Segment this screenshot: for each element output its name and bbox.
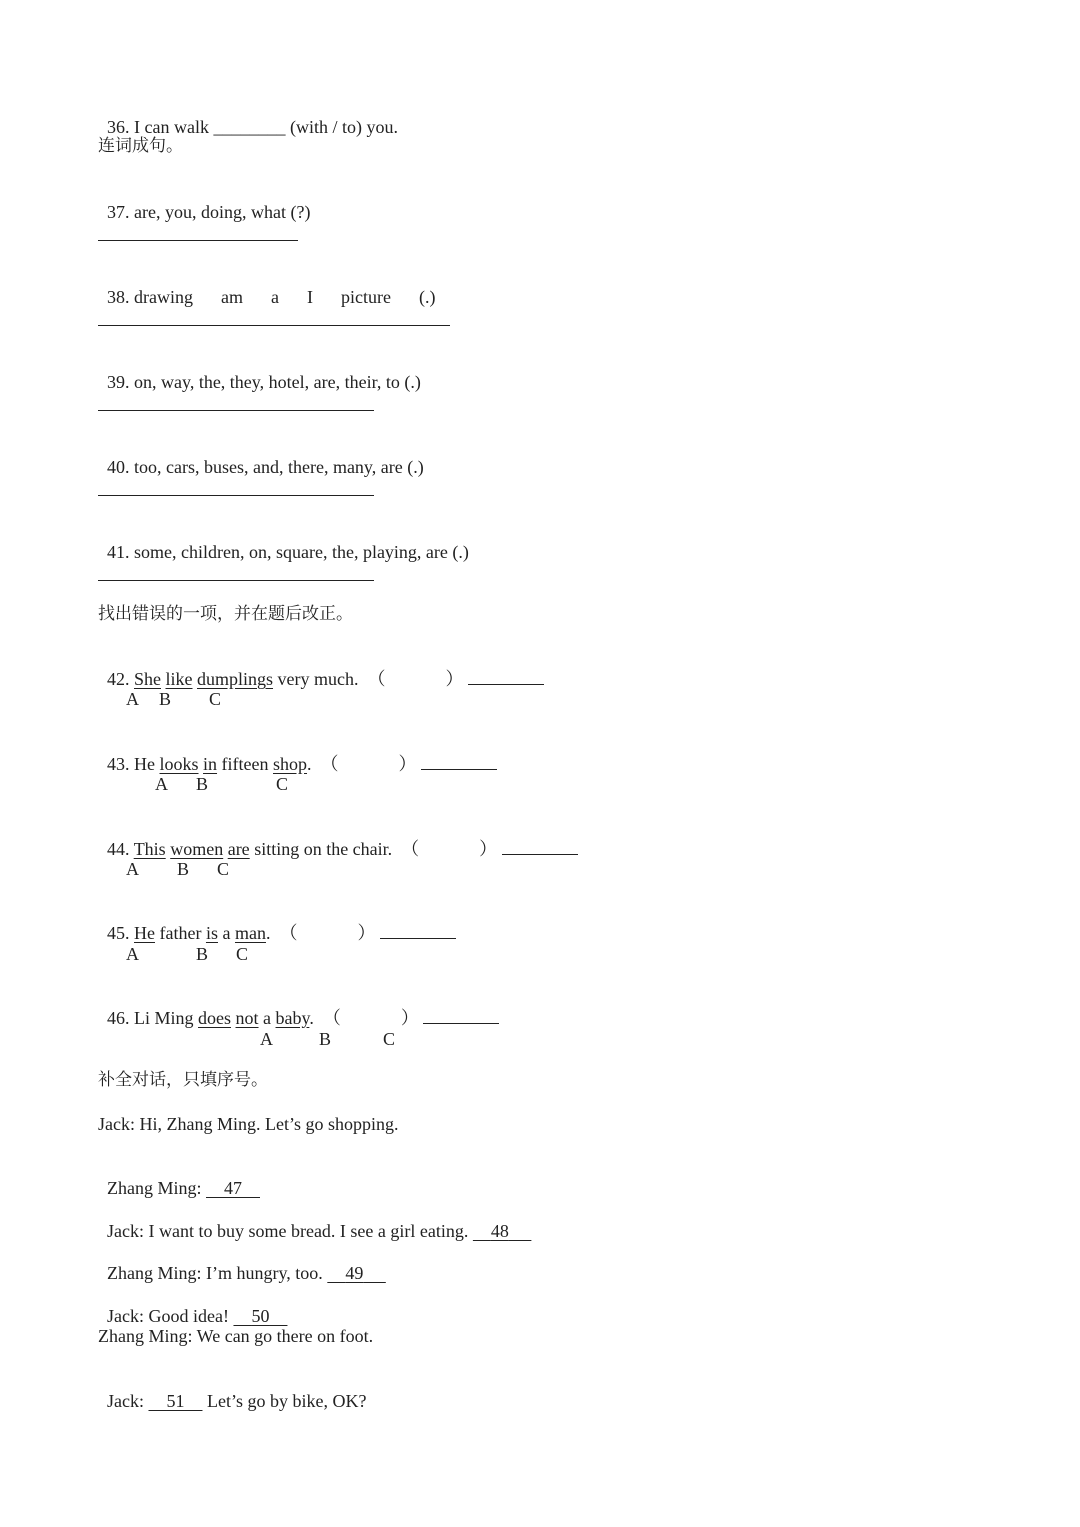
dialog-text: Jack: I want to buy some bread. I see a girl eating. <box>107 1221 469 1241</box>
q45-mid2: a <box>222 923 231 943</box>
q36-text-a: I can walk <box>134 117 209 137</box>
q38-word: a <box>270 287 279 307</box>
q46-mid: a <box>263 1008 272 1028</box>
q44-correction-blank[interactable] <box>502 838 578 855</box>
q46-number: 46. <box>107 1008 130 1028</box>
letter-b: B <box>196 944 209 964</box>
q39-text: on, way, the, they, hotel, are, their, to (.) <box>134 372 421 392</box>
dialog-speaker: Zhang Ming: <box>107 1178 202 1198</box>
letter-a: A <box>126 944 139 964</box>
answer-line-41[interactable] <box>98 580 374 581</box>
section-heading-order: 连词成句。 <box>98 136 183 156</box>
letter-c: C <box>217 859 230 879</box>
q42-rest: very much. <box>277 669 359 689</box>
q42-number: 42. <box>107 669 130 689</box>
question-38 <box>98 264 435 308</box>
q46-letters <box>260 1028 395 1050</box>
q43-end: . <box>307 754 312 774</box>
answer-line-38[interactable] <box>98 325 450 326</box>
letter-a: A <box>260 1029 273 1049</box>
letter-a: A <box>126 689 139 709</box>
dialog-line-2 <box>98 1155 260 1199</box>
question-41 <box>98 519 469 563</box>
q40-text: too, cars, buses, and, there, many, are (.) <box>134 457 424 477</box>
q42-letters <box>126 688 221 710</box>
q42-paren-open: （ <box>367 669 386 689</box>
q45-letters <box>126 943 248 965</box>
q44-option-b: women <box>170 839 224 859</box>
dialog-blank-49[interactable] <box>327 1263 386 1283</box>
q44-letters <box>126 858 229 880</box>
letter-c: C <box>383 1029 396 1049</box>
letter-c: C <box>276 774 289 794</box>
q46-pre: Li Ming <box>134 1008 194 1028</box>
letter-a: A <box>126 859 139 879</box>
answer-line-40[interactable] <box>98 495 374 496</box>
q43-correction-blank[interactable] <box>421 753 497 770</box>
q45-option-a: He <box>134 923 155 943</box>
q45-option-b: is <box>205 923 218 943</box>
question-37 <box>98 179 310 223</box>
question-43 <box>98 731 497 775</box>
q43-paren-open: （ <box>320 754 339 774</box>
question-39 <box>98 349 421 393</box>
q38-word: am <box>220 287 243 307</box>
q43-letters <box>155 773 288 795</box>
q42-correction-blank[interactable] <box>468 668 544 685</box>
q41-number: 41. <box>107 542 130 562</box>
q45-end: . <box>265 923 271 943</box>
dialog-blank-51[interactable] <box>148 1391 202 1411</box>
letter-b: B <box>196 774 209 794</box>
q43-option-a: looks <box>159 754 199 774</box>
q45-number: 45. <box>107 923 130 943</box>
letter-b: B <box>159 689 172 709</box>
q45-mid1: father <box>159 923 202 943</box>
letter-b: B <box>177 859 190 879</box>
q38-number: 38. <box>107 287 130 307</box>
letter-c: C <box>236 944 249 964</box>
q36-number: 36. <box>107 117 130 137</box>
blank-number: 50 <box>251 1306 270 1326</box>
dialog-blank-50[interactable] <box>233 1306 287 1326</box>
blank-number: 49 <box>345 1263 364 1283</box>
dialog-line-6: Zhang Ming: We can go there on foot. <box>98 1326 374 1346</box>
blank-number: 48 <box>490 1221 509 1241</box>
q42-option-a: She <box>134 669 161 689</box>
q38-word: I <box>306 287 313 307</box>
q46-option-c: baby <box>275 1008 310 1028</box>
question-46 <box>98 985 499 1029</box>
q42-option-b: like <box>165 669 193 689</box>
dialog-text: Jack: Good idea! <box>107 1306 229 1326</box>
dialog-line-3 <box>98 1198 531 1242</box>
question-36 <box>98 94 398 138</box>
letter-b: B <box>319 1029 332 1049</box>
dialog-text: Zhang Ming: I’m hungry, too. <box>107 1263 323 1283</box>
q37-number: 37. <box>107 202 130 222</box>
dialog-line-7 <box>98 1368 366 1412</box>
section-heading-error: 找出错误的一项，并在题后改正。 <box>98 604 353 624</box>
q43-paren-close: ） <box>398 754 417 774</box>
section-heading-dialog: 补全对话，只填序号。 <box>98 1070 268 1090</box>
q36-text-b: (with / to) you. <box>289 117 398 137</box>
q44-paren-close: ） <box>479 839 498 859</box>
letter-c: C <box>209 689 222 709</box>
q43-option-c: shop <box>273 754 308 774</box>
q38-word: (.) <box>418 287 436 307</box>
q46-option-b: not <box>235 1008 259 1028</box>
q45-correction-blank[interactable] <box>380 922 456 939</box>
q44-option-c: are <box>227 839 250 859</box>
answer-line-37[interactable] <box>98 240 298 241</box>
dialog-speaker: Jack: <box>107 1391 144 1411</box>
q46-end: . <box>309 1008 314 1028</box>
q44-paren-open: （ <box>401 839 420 859</box>
q40-number: 40. <box>107 457 130 477</box>
blank-number: 47 <box>224 1178 242 1198</box>
q46-paren-close: ） <box>400 1008 419 1028</box>
q42-option-c: dumplings <box>197 669 274 689</box>
q37-text: are, you, doing, what (?) <box>134 202 311 222</box>
q44-rest: sitting on the chair. <box>254 839 393 859</box>
q43-option-b: in <box>203 754 218 774</box>
question-42 <box>98 646 544 690</box>
letter-a: A <box>155 774 168 794</box>
q41-text: some, children, on, square, the, playing, are (.) <box>134 542 469 562</box>
q46-paren-open: （ <box>322 1008 341 1028</box>
blank-number: 51 <box>166 1391 185 1411</box>
q45-paren-open: （ <box>279 923 298 943</box>
q45-paren-close: ） <box>357 923 376 943</box>
question-45 <box>98 900 456 944</box>
q46-option-a: does <box>198 1008 232 1028</box>
dialog-line-5 <box>98 1283 287 1327</box>
question-44 <box>98 816 578 860</box>
q43-number: 43. <box>107 754 130 774</box>
q43-mid: fifteen <box>221 754 269 774</box>
q45-option-c: man <box>234 923 266 943</box>
q43-pre: He <box>134 754 155 774</box>
q38-word: picture <box>340 287 391 307</box>
answer-line-39[interactable] <box>98 410 374 411</box>
q36-blank: ________ <box>213 117 286 137</box>
dialog-line-4 <box>98 1240 386 1284</box>
dialog-blank-48[interactable] <box>473 1221 532 1241</box>
q38-word: drawing <box>134 287 193 307</box>
dialog-text: Let’s go by bike, OK? <box>206 1391 367 1411</box>
q42-paren-close: ） <box>445 669 464 689</box>
dialog-line-1: Jack: Hi, Zhang Ming. Let’s go shopping. <box>98 1114 399 1134</box>
q44-option-a: This <box>133 839 166 859</box>
dialog-blank-47[interactable] <box>206 1178 260 1198</box>
q39-number: 39. <box>107 372 130 392</box>
question-40 <box>98 434 424 478</box>
q44-number: 44. <box>107 839 130 859</box>
q46-correction-blank[interactable] <box>423 1007 499 1024</box>
